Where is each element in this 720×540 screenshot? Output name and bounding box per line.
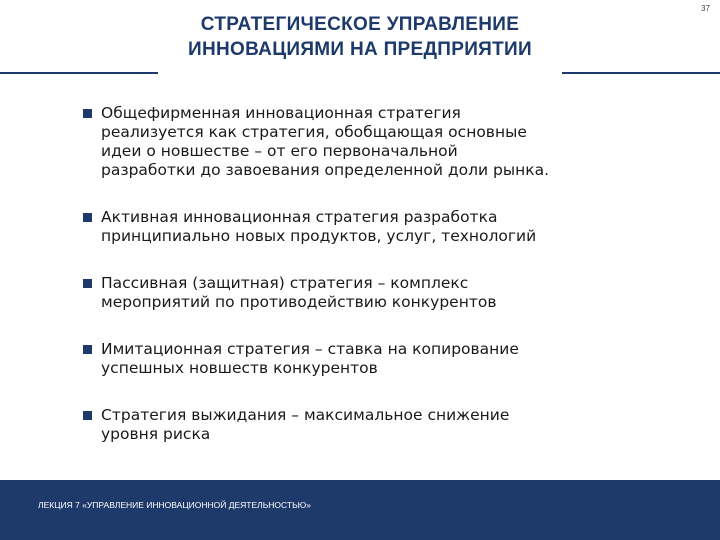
- square-bullet-icon: [83, 109, 92, 118]
- bullet-text-line: уровня риска: [101, 425, 211, 443]
- page-number: 37: [701, 4, 710, 13]
- bullet-text-line: Общефирменная инновационная стратегия: [101, 104, 461, 122]
- square-bullet-icon: [83, 213, 92, 222]
- bullet-text-line: реализуется как стратегия, обобщающая основные: [101, 123, 527, 141]
- bullet-text-line: разработки до завоевания определенной доли рынка.: [101, 161, 550, 179]
- slide-title-line-2: ИННОВАЦИЯМИ НА ПРЕДПРИЯТИИ: [188, 39, 532, 60]
- bullet-item: [83, 274, 683, 312]
- slide-title: [150, 12, 570, 62]
- bullet-item: [83, 104, 683, 180]
- bullet-list: [83, 104, 683, 472]
- bullet-text-line: Активная инновационная стратегия разработка: [101, 208, 498, 226]
- bullet-text-line: идеи о новшестве – от его первоначальной: [101, 142, 458, 160]
- bullet-item: [83, 340, 683, 378]
- bullet-text-line: успешных новшеств конкурентов: [101, 359, 378, 377]
- bullet-text-line: Стратегия выжидания – максимальное снижение: [101, 406, 510, 424]
- square-bullet-icon: [83, 345, 92, 354]
- slide-title-line-1: СТРАТЕГИЧЕСКОЕ УПРАВЛЕНИЕ: [200, 14, 520, 35]
- bullet-text-line: мероприятий по противодействию конкурентов: [101, 293, 497, 311]
- bullet-text-line: принципиально новых продуктов, услуг, технологий: [101, 227, 537, 245]
- footer-lecture-title: ЛЕКЦИЯ 7 «УПРАВЛЕНИЕ ИННОВАЦИОННОЙ ДЕЯТЕЛЬНОСТЬЮ»: [38, 500, 311, 510]
- bullet-text-line: Имитационная стратегия – ставка на копирование: [101, 340, 519, 358]
- bullet-item: [83, 406, 683, 444]
- bullet-text-line: Пассивная (защитная) стратегия – комплекс: [101, 274, 469, 292]
- title-rule-right: [562, 72, 720, 74]
- square-bullet-icon: [83, 411, 92, 420]
- footer-bar: [0, 480, 720, 540]
- bullet-item: [83, 208, 683, 246]
- square-bullet-icon: [83, 279, 92, 288]
- title-rule-left: [0, 72, 158, 74]
